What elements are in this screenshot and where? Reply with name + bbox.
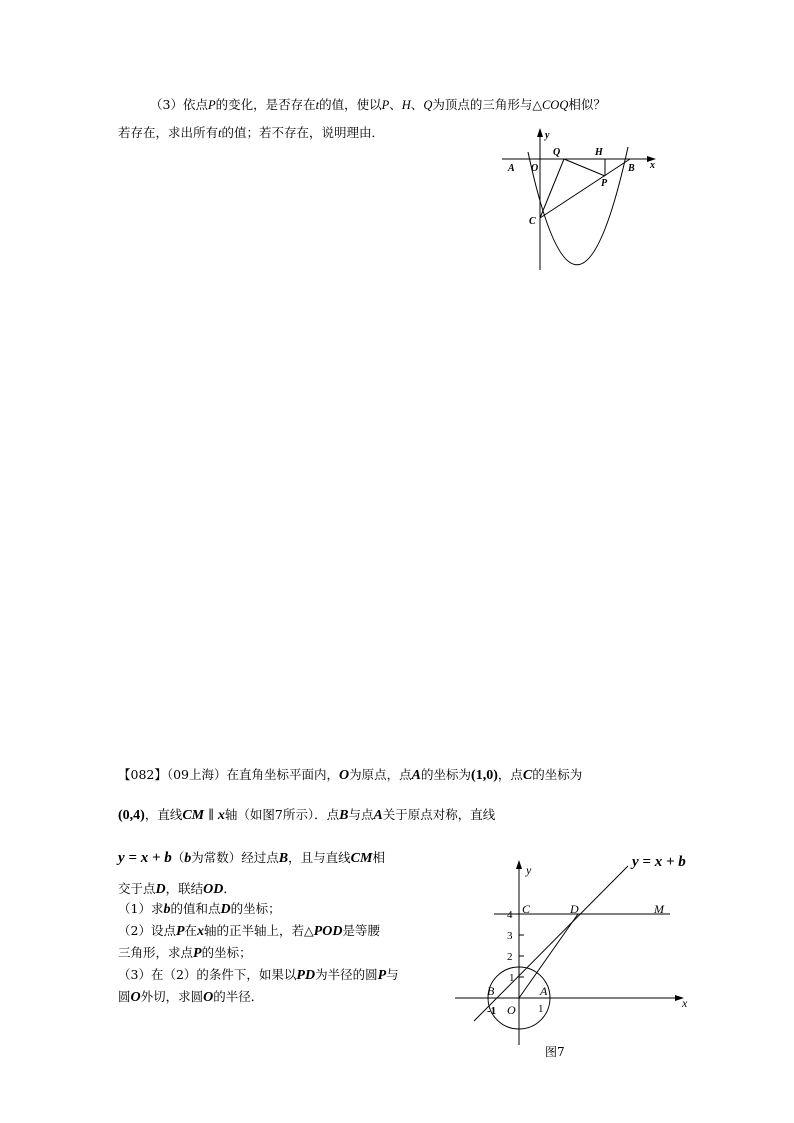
text: 与点 <box>348 807 374 822</box>
var-h: H <box>401 98 411 112</box>
p082-line2 <box>118 806 495 825</box>
label-x: x <box>682 996 688 1010</box>
p082-q3b <box>118 988 263 1007</box>
label-p: P <box>601 178 608 189</box>
segment-od <box>519 914 578 998</box>
label-b: B <box>487 984 495 998</box>
text: ，联结 <box>165 881 204 896</box>
var-b-point: B <box>278 851 289 866</box>
label-m: M <box>654 902 664 916</box>
text: 相 <box>372 850 385 865</box>
y-axis-arrow <box>516 860 522 869</box>
var-pd: PD <box>296 968 316 983</box>
text: 的值，使以 <box>319 97 382 112</box>
var-d: D <box>155 882 166 897</box>
text: 为常数）经过点 <box>191 850 279 865</box>
text: 的变化，是否存在 <box>215 97 316 112</box>
label-a: A <box>540 984 548 998</box>
coord-c: (0,4) <box>118 808 145 823</box>
q3-line1 <box>150 96 606 114</box>
text: 圆 <box>118 989 131 1004</box>
text: 交于点 <box>118 881 156 896</box>
var-cm: CM <box>182 808 205 823</box>
segment-cq <box>540 159 564 218</box>
problem-tag: 【082】 <box>118 767 167 782</box>
var-p: P <box>175 924 185 939</box>
var-o: O <box>339 768 350 783</box>
text: 相似？ <box>568 97 606 112</box>
text: 在 <box>184 923 198 938</box>
equation: y = x + b <box>118 850 172 866</box>
text: 、 <box>389 97 402 112</box>
text: 轴的正半轴上，若 <box>204 923 305 938</box>
y-axis-arrow <box>537 128 543 137</box>
text: 的坐标； <box>201 945 252 960</box>
text: 关于原点对称，直线 <box>382 807 496 822</box>
p082-q2b <box>118 944 252 963</box>
text: ． <box>223 881 236 896</box>
text: （2）设点 <box>118 923 176 938</box>
var-t: t <box>315 98 320 112</box>
text: 的坐标为 <box>421 767 472 782</box>
tick-label-2: 2 <box>507 951 513 963</box>
coord-a: (1,0) <box>471 768 498 783</box>
label-a: A <box>508 163 515 174</box>
var-q: Q <box>423 98 433 112</box>
text: ，且与直线 <box>288 850 351 865</box>
var-c: C <box>522 768 533 783</box>
p082-q3a <box>118 966 399 985</box>
p082-line4 <box>118 880 236 899</box>
text: 的坐标； <box>230 901 281 916</box>
figure-parabola <box>500 125 670 275</box>
text: （1）求 <box>118 901 164 916</box>
text: （ <box>171 850 185 865</box>
p082-line3 <box>118 849 385 868</box>
text: 与 <box>386 967 399 982</box>
tick-label-x-1: 1 <box>538 1003 544 1015</box>
var-p: P <box>207 98 216 112</box>
var-a: A <box>373 808 383 823</box>
var-b: b <box>184 851 192 866</box>
text: 的坐标为 <box>532 767 583 782</box>
tick-label-3: 3 <box>507 930 513 942</box>
text: 若存在，求出所有 <box>118 125 219 140</box>
tick-label-minus-1: -1 <box>487 1005 497 1017</box>
p082-q2a <box>118 922 380 941</box>
text: 、 <box>410 97 424 112</box>
label-y: y <box>545 130 550 141</box>
p082-q1 <box>118 900 281 919</box>
text: 的值和点 <box>170 901 221 916</box>
var-pod: POD <box>313 924 343 939</box>
var-cm: CM <box>350 851 373 866</box>
var-coq: COQ <box>541 98 569 112</box>
var-od: OD <box>203 882 224 897</box>
label-c: C <box>529 216 536 227</box>
var-p: P <box>381 98 390 112</box>
var-b: b <box>163 902 171 917</box>
var-o: O <box>203 990 214 1005</box>
text: （3）依点 <box>150 97 208 112</box>
text: 为原点，点 <box>349 767 412 782</box>
label-d: D <box>570 902 579 916</box>
var-b: B <box>339 808 349 823</box>
var-p: P <box>377 968 387 983</box>
var-d: D <box>220 902 231 917</box>
var-x: x <box>197 924 205 939</box>
label-x: x <box>650 160 655 171</box>
var-x: x <box>217 808 225 823</box>
text: 三角形，求点 <box>118 945 194 960</box>
text: （3）在（2）的条件下，如果以 <box>118 967 297 982</box>
var-a: A <box>411 768 422 783</box>
triangle-sign: △ <box>304 923 314 938</box>
tick-label-1: 1 <box>509 972 515 984</box>
label-b: B <box>628 163 635 174</box>
var-t: t <box>218 126 222 140</box>
text: ，直线 <box>144 807 183 822</box>
tick-label-4: 4 <box>507 909 513 921</box>
text: 为顶点的三角形与△ <box>432 97 542 112</box>
text: ，点 <box>497 767 523 782</box>
text: 外切，求圆 <box>140 989 204 1004</box>
text: 的半径． <box>213 989 264 1004</box>
label-c: C <box>522 902 531 916</box>
label-h: H <box>595 147 603 158</box>
var-p: P <box>193 946 202 961</box>
label-eq: y = x + b <box>632 854 686 870</box>
text: 是等腰 <box>342 923 380 938</box>
q3-line2 <box>118 124 384 142</box>
text: 为半径的圆 <box>315 967 378 982</box>
label-q: Q <box>553 147 561 158</box>
parallel-sign: ∥ <box>204 807 218 822</box>
label-o: O <box>531 163 539 174</box>
figure7-caption: 图7 <box>545 1045 565 1059</box>
p082-line1 <box>118 766 582 785</box>
segment-qp <box>564 159 605 176</box>
var-o: O <box>130 990 141 1005</box>
text: （09上海）在直角坐标平面内， <box>166 767 340 782</box>
label-y: y <box>526 863 532 877</box>
text: 轴（如图7所示）．点 <box>224 807 340 822</box>
label-o: O <box>507 1003 516 1017</box>
text: 的值；若不存在，说明理由． <box>221 125 385 140</box>
figure-7 <box>450 852 700 1062</box>
